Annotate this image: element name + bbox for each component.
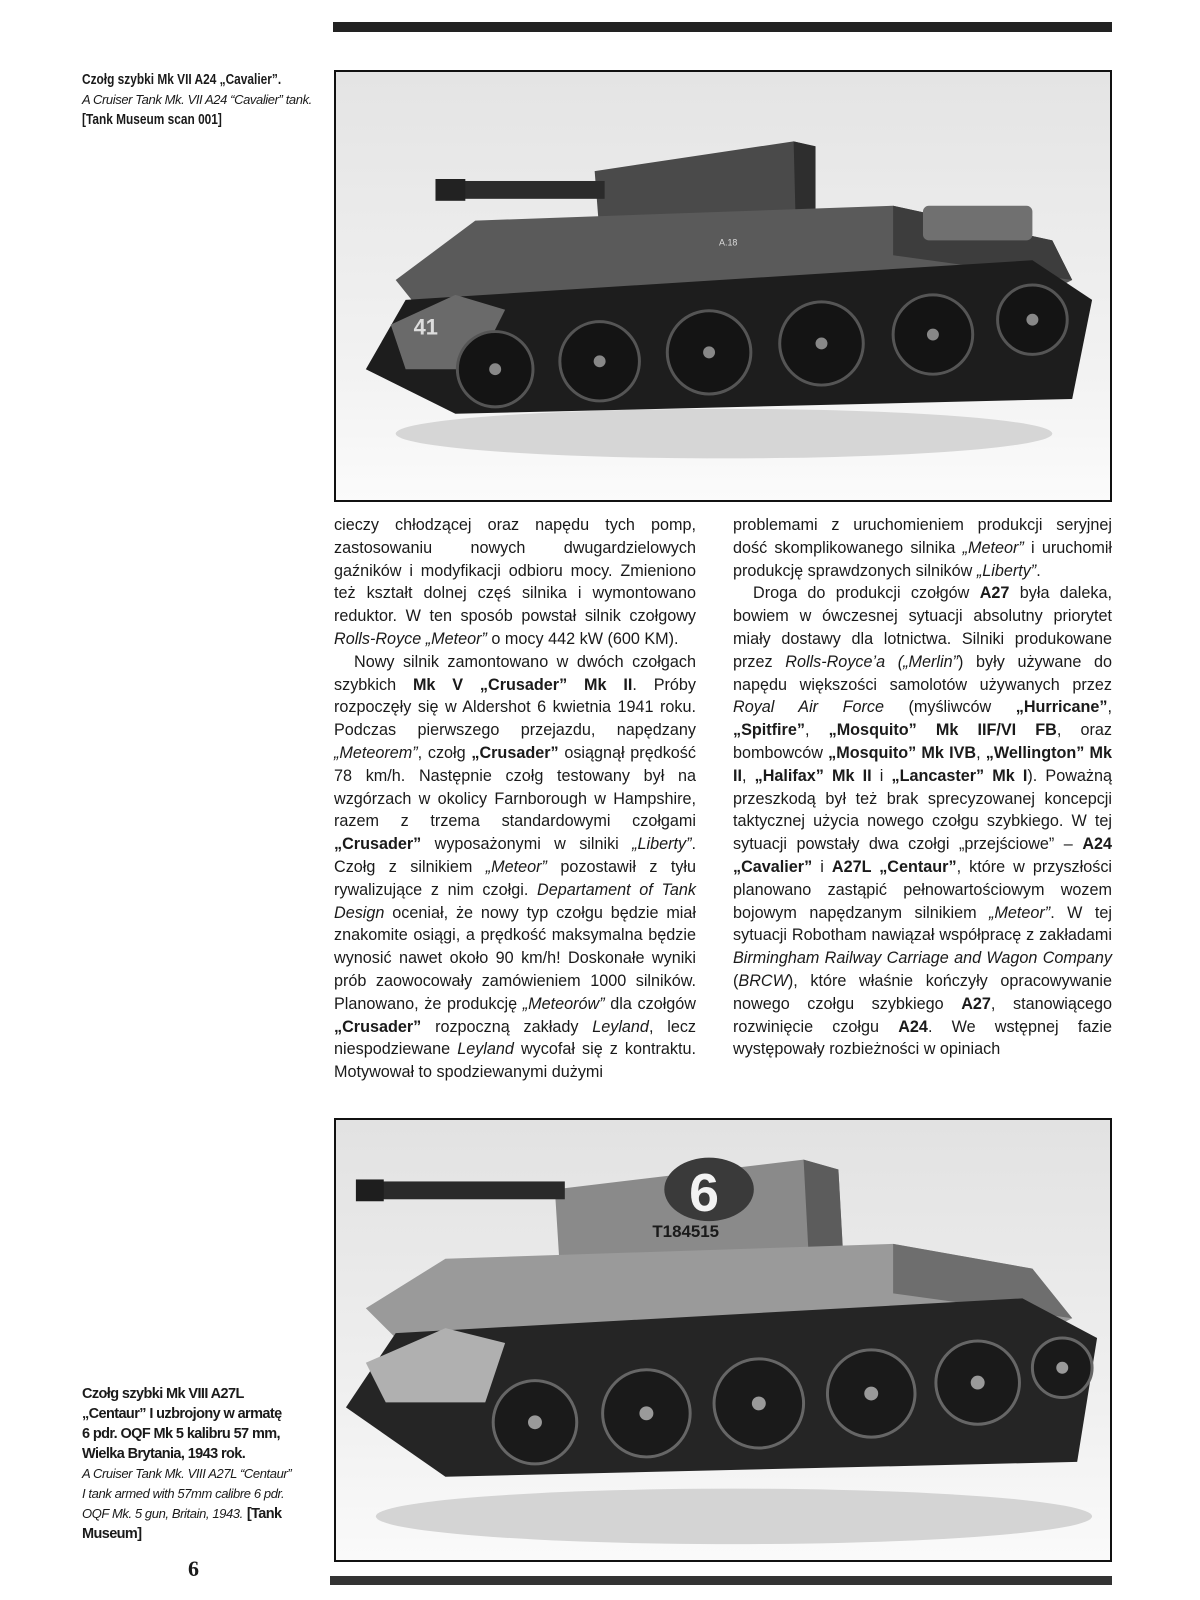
tank-census-number: T184515	[652, 1221, 720, 1241]
caption-bottom-italic: A Cruiser Tank Mk. VIII A27L “Centaur” I tank armed with 57mm calibre 6 pdr. OQF Mk. 5 gun, Britain, 1943.	[82, 1466, 292, 1521]
caption-bottom-bold: Czołg szybki Mk VIII A27L „Centaur” I uzbrojony w armatę 6 pdr. OQF Mk 5 kalibru 57 mm, Wielka Brytania, 1943 rok.	[82, 1386, 282, 1462]
caption-top-bold-line: Czołg szybki Mk VII A24 „Cavalier”.	[82, 72, 282, 88]
photo-cavalier-tank	[334, 70, 1112, 502]
paragraph: problemami z uruchomieniem produkcji seryjnej dość skomplikowanego silnika „Meteor” i uruchomił produkcję sprawdzonych silników „Liberty”.	[733, 516, 1113, 580]
caption-top-italic-line: A Cruiser Tank Mk. VII A24 “Cavalier” tank.	[82, 92, 312, 107]
tank-turret-number: 6	[689, 1163, 720, 1224]
caption-top	[82, 70, 322, 130]
page-number: 6	[188, 1556, 199, 1581]
text-column-right	[733, 514, 1112, 1061]
text-column-left	[334, 514, 696, 1084]
bottom-rule	[330, 1576, 1112, 1585]
caption-bottom	[82, 1384, 292, 1544]
top-rule	[333, 22, 1112, 32]
tank-front-number: 41	[413, 314, 438, 340]
tank-hull-marking: A.18	[719, 237, 738, 248]
paragraph: Nowy silnik zamontowano w dwóch czołgach szybkich Mk V „Crusader” Mk II. Próby rozpoczęły się w Aldershot 6 kwietnia 1941 roku. Podczas pierwszego przejazdu, napędzany „Meteorem”, czołg „Crusader” osiągnął prędkość 78 km/h. Następnie czołg testowany był na wzgórzach w okolicy Farnborough w Hampshire, razem z trzema standardowymi czołgami „Crusader” wyposażonymi w silniki „Liberty”. Czołg z silnikiem „Meteor” pozostawił z tyłu rywalizujące z nim czołgi. Departament of Tank Design oceniał, że nowy typ czołgu będzie miał znakomite osiągi, a prędkość maksymalna będzie wynosić nawet około 90 km/h! Doskonałe wyniki prób zaowocowały zamówieniem 1000 silników. Planowano, że produkcję „Meteorów” dla czołgów „Crusader” rozpoczną zakłady Leyland, lecz niespodziewane Leyland wycofał się z kontraktu. Motywował to spodziewanymi dużymi	[334, 652, 697, 1082]
photo-centaur-tank	[334, 1118, 1112, 1562]
caption-top-source: [Tank Museum scan 001]	[82, 112, 222, 128]
caption-bottom-source: [Tank Museum]	[82, 1506, 282, 1542]
paragraph: Droga do produkcji czołgów A27 była daleka, bowiem w ówczesnej sytuacji absolutny priorytet miały dostawy dla lotnictwa. Silniki produkowane przez Rolls-Royce’a („Merlin”) były używane do napędu większości samolotów używanych przez Royal Air Force (myśliwców „Hurricane”, „Spitfire”, „Mosquito” Mk IIF/VI FB, oraz bombowców „Mosquito” Mk IVB, „Wellington” Mk II, „Halifax” Mk II i „Lancaster” Mk I). Poważną przeszkodą był też brak sprecyzowanej koncepcji taktycznej użycia nowego czołgu szybkiego. W tej sytuacji powstały dwa czołgi „przejściowe” – A24 „Cavalier” i A27L „Centaur”, które w przyszłości planowano zastąpić pełnowartościowym wozem bojowym napędzanym silnikiem „Meteor”. W tej sytuacji Robotham nawiązał współpracę z zakładami Birmingham Railway Carriage and Wagon Company (BRCW), które właśnie kończyły opracowywanie nowego czołgu szybkiego A27, stanowiącego rozwinięcie czołgu A24. We wstępnej fazie występowały rozbieżności w opiniach	[733, 584, 1113, 1059]
paragraph: cieczy chłodzącej oraz napędu tych pomp, zastosowaniu nowych dwugardzielowych gaźników i modyfikacji odbioru mocy. Zmieniono też kształt dolnej częś silnika i wymontowano reduktor. W ten sposób powstał silnik czołgowy Rolls-Royce „Meteor” o mocy 442 kW (600 KM).	[334, 516, 696, 648]
